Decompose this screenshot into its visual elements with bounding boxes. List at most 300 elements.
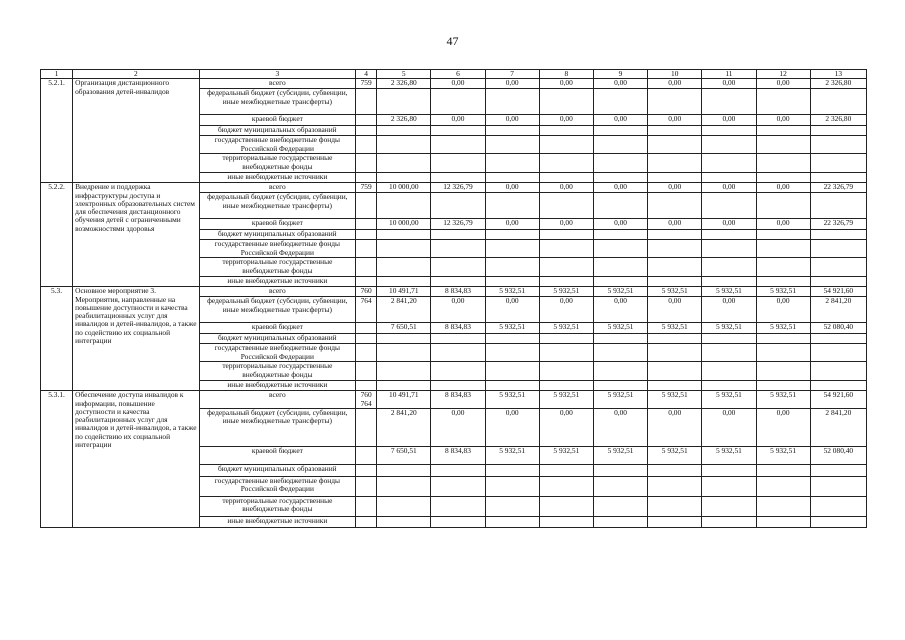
value-cell	[377, 277, 431, 287]
value-cell	[756, 173, 810, 183]
value-cell	[810, 193, 866, 219]
funding-source-label: государственные внебюджетные фонды Российской Федерации	[199, 240, 356, 258]
funding-source-label: федеральный бюджет (субсидии, субвенции, иные межбюджетные трансферты)	[199, 297, 356, 323]
value-cell: 0,00	[756, 79, 810, 89]
value-cell: 5 932,51	[539, 391, 593, 409]
value-cell	[593, 334, 647, 344]
value-cell: 0,00	[702, 297, 756, 323]
column-number: 11	[702, 70, 756, 79]
value-cell	[702, 230, 756, 240]
funding-source-label: территориальные государственные внебюджетные фонды	[199, 258, 356, 277]
value-cell	[485, 89, 539, 115]
column-number: 12	[756, 70, 810, 79]
code-cell	[356, 154, 377, 173]
code-cell: 760 764	[356, 391, 377, 409]
value-cell: 0,00	[431, 408, 485, 446]
value-cell	[539, 464, 593, 476]
value-cell	[756, 240, 810, 258]
value-cell: 7 650,51	[377, 323, 431, 334]
value-cell	[377, 496, 431, 516]
item-name: Обеспечение доступа инвалидов к информации, повышение доступности и качества реабилитационных услуг для инвалидов и детей-инвалидов, а также по содействию их социальной интеграции	[73, 391, 199, 528]
value-cell	[377, 381, 431, 391]
value-cell	[702, 154, 756, 173]
value-cell	[539, 516, 593, 527]
value-cell	[485, 193, 539, 219]
value-cell	[648, 258, 702, 277]
value-cell	[431, 240, 485, 258]
value-cell	[756, 89, 810, 115]
value-cell: 0,00	[485, 183, 539, 193]
value-cell: 2 326,80	[810, 79, 866, 89]
value-cell: 5 932,51	[648, 323, 702, 334]
value-cell	[485, 496, 539, 516]
funding-source-label: территориальные государственные внебюджетные фонды	[199, 362, 356, 381]
value-cell	[377, 154, 431, 173]
item-number: 5.2.2.	[41, 183, 73, 287]
funding-source-label: всего	[199, 183, 356, 193]
funding-source-label: иные внебюджетные источники	[199, 277, 356, 287]
value-cell	[702, 258, 756, 277]
value-cell: 12 326,79	[431, 183, 485, 193]
value-cell	[539, 334, 593, 344]
table-row	[41, 287, 867, 297]
value-cell	[593, 344, 647, 362]
value-cell	[431, 154, 485, 173]
value-cell: 0,00	[539, 115, 593, 126]
value-cell	[756, 136, 810, 154]
value-cell: 5 932,51	[702, 446, 756, 464]
value-cell	[593, 362, 647, 381]
value-cell	[485, 334, 539, 344]
value-cell	[593, 476, 647, 496]
value-cell	[485, 258, 539, 277]
code-cell	[356, 173, 377, 183]
value-cell	[431, 136, 485, 154]
value-cell	[593, 496, 647, 516]
value-cell	[431, 173, 485, 183]
value-cell	[431, 277, 485, 287]
value-cell	[648, 136, 702, 154]
value-cell	[377, 334, 431, 344]
value-cell	[593, 230, 647, 240]
value-cell	[485, 277, 539, 287]
value-cell: 0,00	[702, 79, 756, 89]
value-cell	[539, 277, 593, 287]
value-cell: 0,00	[593, 183, 647, 193]
value-cell	[377, 136, 431, 154]
value-cell	[485, 344, 539, 362]
page-number: 47	[446, 34, 459, 48]
value-cell	[539, 154, 593, 173]
value-cell: 12 326,79	[431, 219, 485, 230]
value-cell	[431, 126, 485, 136]
value-cell: 2 326,80	[377, 79, 431, 89]
value-cell: 5 932,51	[702, 391, 756, 409]
value-cell: 0,00	[485, 115, 539, 126]
value-cell: 54 921,60	[810, 287, 866, 297]
funding-source-label: территориальные государственные внебюджетные фонды	[199, 496, 356, 516]
value-cell	[377, 464, 431, 476]
value-cell	[431, 89, 485, 115]
value-cell: 10 000,00	[377, 183, 431, 193]
value-cell: 0,00	[648, 297, 702, 323]
value-cell	[702, 381, 756, 391]
column-number: 3	[199, 70, 356, 79]
value-cell	[756, 362, 810, 381]
value-cell: 0,00	[485, 219, 539, 230]
value-cell	[810, 362, 866, 381]
value-cell	[810, 496, 866, 516]
value-cell	[485, 516, 539, 527]
value-cell	[648, 362, 702, 381]
value-cell: 0,00	[539, 79, 593, 89]
value-cell	[756, 516, 810, 527]
value-cell: 0,00	[756, 219, 810, 230]
value-cell: 0,00	[593, 115, 647, 126]
value-cell	[539, 126, 593, 136]
value-cell: 0,00	[485, 79, 539, 89]
value-cell	[756, 334, 810, 344]
value-cell	[648, 89, 702, 115]
value-cell	[485, 136, 539, 154]
value-cell	[377, 240, 431, 258]
code-cell	[356, 408, 377, 446]
value-cell: 2 841,20	[810, 297, 866, 323]
value-cell: 5 932,51	[485, 287, 539, 297]
value-cell	[810, 136, 866, 154]
item-name: Внедрение и поддержка инфраструктуры доступа и электронных образовательных систем для обеспечения дистанционного обучения детей с ограниченными возможностями здоровья	[73, 183, 199, 287]
value-cell	[756, 277, 810, 287]
value-cell	[377, 344, 431, 362]
value-cell: 10 491,71	[377, 391, 431, 409]
value-cell: 7 650,51	[377, 446, 431, 464]
value-cell	[702, 362, 756, 381]
funding-source-label: иные внебюджетные источники	[199, 173, 356, 183]
value-cell	[539, 230, 593, 240]
value-cell	[485, 464, 539, 476]
code-cell	[356, 89, 377, 115]
value-cell	[539, 362, 593, 381]
funding-source-label: краевой бюджет	[199, 115, 356, 126]
item-number: 5.2.1.	[41, 79, 73, 183]
value-cell: 5 932,51	[539, 446, 593, 464]
budget-table	[40, 69, 867, 528]
code-cell	[356, 344, 377, 362]
value-cell: 5 932,51	[756, 287, 810, 297]
value-cell	[377, 193, 431, 219]
value-cell: 5 932,51	[702, 287, 756, 297]
value-cell	[377, 89, 431, 115]
value-cell: 5 932,51	[485, 323, 539, 334]
value-cell: 0,00	[593, 79, 647, 89]
value-cell: 0,00	[648, 219, 702, 230]
value-cell: 0,00	[702, 219, 756, 230]
value-cell: 5 932,51	[756, 391, 810, 409]
value-cell: 2 326,80	[810, 115, 866, 126]
value-cell	[431, 476, 485, 496]
funding-source-label: федеральный бюджет (субсидии, субвенции, иные межбюджетные трансферты)	[199, 89, 356, 115]
value-cell: 22 326,79	[810, 219, 866, 230]
value-cell	[702, 464, 756, 476]
table-row	[41, 391, 867, 409]
value-cell	[648, 344, 702, 362]
value-cell	[648, 464, 702, 476]
value-cell	[593, 136, 647, 154]
value-cell	[648, 516, 702, 527]
value-cell	[431, 334, 485, 344]
value-cell: 0,00	[702, 115, 756, 126]
value-cell	[648, 154, 702, 173]
value-cell	[756, 496, 810, 516]
value-cell: 0,00	[485, 297, 539, 323]
funding-source-label: федеральный бюджет (субсидии, субвенции, иные межбюджетные трансферты)	[199, 193, 356, 219]
value-cell: 22 326,79	[810, 183, 866, 193]
value-cell	[648, 381, 702, 391]
value-cell	[810, 344, 866, 362]
value-cell: 5 932,51	[648, 446, 702, 464]
funding-source-label: бюджет муниципальных образований	[199, 334, 356, 344]
value-cell: 52 080,40	[810, 323, 866, 334]
value-cell: 8 834,83	[431, 391, 485, 409]
funding-source-label: иные внебюджетные источники	[199, 381, 356, 391]
value-cell	[593, 381, 647, 391]
value-cell	[485, 240, 539, 258]
value-cell: 8 834,83	[431, 323, 485, 334]
value-cell	[593, 89, 647, 115]
header-row	[41, 70, 867, 79]
column-number: 10	[648, 70, 702, 79]
column-number: 7	[485, 70, 539, 79]
funding-source-label: всего	[199, 79, 356, 89]
value-cell: 10 000,00	[377, 219, 431, 230]
value-cell: 5 932,51	[539, 323, 593, 334]
code-cell	[356, 126, 377, 136]
value-cell: 5 932,51	[756, 323, 810, 334]
code-cell	[356, 258, 377, 277]
value-cell	[810, 476, 866, 496]
value-cell	[810, 154, 866, 173]
value-cell	[702, 173, 756, 183]
value-cell: 0,00	[593, 408, 647, 446]
code-cell	[356, 446, 377, 464]
value-cell: 0,00	[593, 297, 647, 323]
table-row	[41, 183, 867, 193]
value-cell	[756, 154, 810, 173]
code-cell	[356, 219, 377, 230]
table-row	[41, 79, 867, 89]
value-cell	[377, 126, 431, 136]
value-cell: 2 326,80	[377, 115, 431, 126]
value-cell	[593, 464, 647, 476]
value-cell	[702, 496, 756, 516]
value-cell	[648, 476, 702, 496]
value-cell	[756, 230, 810, 240]
code-cell	[356, 193, 377, 219]
value-cell	[648, 240, 702, 258]
column-number: 6	[431, 70, 485, 79]
value-cell	[810, 334, 866, 344]
value-cell	[377, 516, 431, 527]
value-cell	[756, 476, 810, 496]
value-cell	[485, 230, 539, 240]
value-cell	[377, 476, 431, 496]
value-cell	[702, 240, 756, 258]
value-cell: 2 841,20	[810, 408, 866, 446]
value-cell: 0,00	[431, 115, 485, 126]
value-cell	[593, 516, 647, 527]
code-cell	[356, 381, 377, 391]
value-cell: 0,00	[539, 183, 593, 193]
value-cell	[702, 89, 756, 115]
value-cell	[539, 344, 593, 362]
value-cell: 0,00	[593, 219, 647, 230]
value-cell	[702, 193, 756, 219]
value-cell	[756, 126, 810, 136]
value-cell	[756, 464, 810, 476]
value-cell	[593, 240, 647, 258]
value-cell: 5 932,51	[702, 323, 756, 334]
value-cell	[539, 136, 593, 154]
value-cell	[756, 381, 810, 391]
code-cell	[356, 230, 377, 240]
value-cell: 0,00	[485, 408, 539, 446]
value-cell	[539, 476, 593, 496]
value-cell	[431, 258, 485, 277]
value-cell	[431, 362, 485, 381]
value-cell: 52 080,40	[810, 446, 866, 464]
funding-source-label: всего	[199, 391, 356, 409]
value-cell	[593, 154, 647, 173]
value-cell	[593, 258, 647, 277]
funding-source-label: бюджет муниципальных образований	[199, 230, 356, 240]
value-cell	[431, 230, 485, 240]
value-cell: 5 932,51	[485, 391, 539, 409]
value-cell	[377, 230, 431, 240]
value-cell	[377, 258, 431, 277]
value-cell	[756, 344, 810, 362]
value-cell	[810, 173, 866, 183]
value-cell	[648, 496, 702, 516]
code-cell: 759	[356, 79, 377, 89]
value-cell	[756, 193, 810, 219]
value-cell	[702, 516, 756, 527]
funding-source-label: бюджет муниципальных образований	[199, 126, 356, 136]
value-cell	[810, 258, 866, 277]
value-cell	[593, 277, 647, 287]
value-cell	[377, 173, 431, 183]
code-cell	[356, 516, 377, 527]
value-cell	[702, 344, 756, 362]
column-number: 4	[356, 70, 377, 79]
value-cell	[756, 258, 810, 277]
value-cell	[648, 334, 702, 344]
code-cell: 759	[356, 183, 377, 193]
value-cell	[702, 334, 756, 344]
value-cell	[702, 476, 756, 496]
funding-source-label: краевой бюджет	[199, 219, 356, 230]
code-cell	[356, 464, 377, 476]
value-cell: 8 834,83	[431, 287, 485, 297]
value-cell: 0,00	[648, 79, 702, 89]
value-cell: 5 932,51	[485, 446, 539, 464]
value-cell	[539, 193, 593, 219]
value-cell: 0,00	[539, 297, 593, 323]
value-cell: 0,00	[539, 408, 593, 446]
value-cell	[485, 126, 539, 136]
value-cell: 0,00	[756, 297, 810, 323]
value-cell	[810, 277, 866, 287]
value-cell: 2 841,20	[377, 297, 431, 323]
value-cell: 0,00	[756, 115, 810, 126]
funding-source-label: бюджет муниципальных образований	[199, 464, 356, 476]
value-cell: 0,00	[756, 183, 810, 193]
code-cell	[356, 323, 377, 334]
code-cell: 764	[356, 297, 377, 323]
value-cell: 0,00	[702, 183, 756, 193]
value-cell	[539, 496, 593, 516]
column-number: 9	[593, 70, 647, 79]
funding-source-label: территориальные государственные внебюджетные фонды	[199, 154, 356, 173]
value-cell	[485, 173, 539, 183]
value-cell	[810, 381, 866, 391]
value-cell: 0,00	[431, 79, 485, 89]
value-cell: 10 491,71	[377, 287, 431, 297]
funding-source-label: федеральный бюджет (субсидии, субвенции, иные межбюджетные трансферты)	[199, 408, 356, 446]
value-cell	[810, 240, 866, 258]
code-cell	[356, 115, 377, 126]
value-cell	[702, 277, 756, 287]
value-cell	[377, 362, 431, 381]
value-cell	[485, 154, 539, 173]
value-cell	[593, 193, 647, 219]
value-cell: 5 932,51	[593, 287, 647, 297]
code-cell	[356, 362, 377, 381]
value-cell	[485, 362, 539, 381]
value-cell	[702, 126, 756, 136]
value-cell	[485, 476, 539, 496]
value-cell	[648, 277, 702, 287]
value-cell: 5 932,51	[648, 287, 702, 297]
value-cell: 0,00	[756, 408, 810, 446]
funding-source-label: иные внебюджетные источники	[199, 516, 356, 527]
code-cell	[356, 496, 377, 516]
funding-source-label: государственные внебюджетные фонды Российской Федерации	[199, 476, 356, 496]
value-cell	[431, 496, 485, 516]
column-number: 8	[539, 70, 593, 79]
value-cell: 5 932,51	[648, 391, 702, 409]
value-cell	[810, 126, 866, 136]
value-cell: 0,00	[431, 297, 485, 323]
column-number: 13	[810, 70, 866, 79]
column-number: 5	[377, 70, 431, 79]
code-cell	[356, 334, 377, 344]
value-cell	[648, 230, 702, 240]
value-cell: 0,00	[648, 408, 702, 446]
funding-source-label: всего	[199, 287, 356, 297]
value-cell	[648, 193, 702, 219]
value-cell	[539, 381, 593, 391]
item-number: 5.3.1.	[41, 391, 73, 528]
value-cell	[431, 464, 485, 476]
item-name: Основное мероприятие 3. Мероприятия, направленные на повышение доступности и качества реабилитационных услуг для инвалидов и детей-инвалидов, а также по содействию их социальной интеграции	[73, 287, 199, 391]
value-cell	[485, 381, 539, 391]
value-cell	[810, 516, 866, 527]
value-cell: 0,00	[648, 115, 702, 126]
value-cell: 5 932,51	[593, 446, 647, 464]
value-cell: 54 921,60	[810, 391, 866, 409]
item-name: Организация дистанционного образования детей-инвалидов	[73, 79, 199, 183]
code-cell	[356, 240, 377, 258]
